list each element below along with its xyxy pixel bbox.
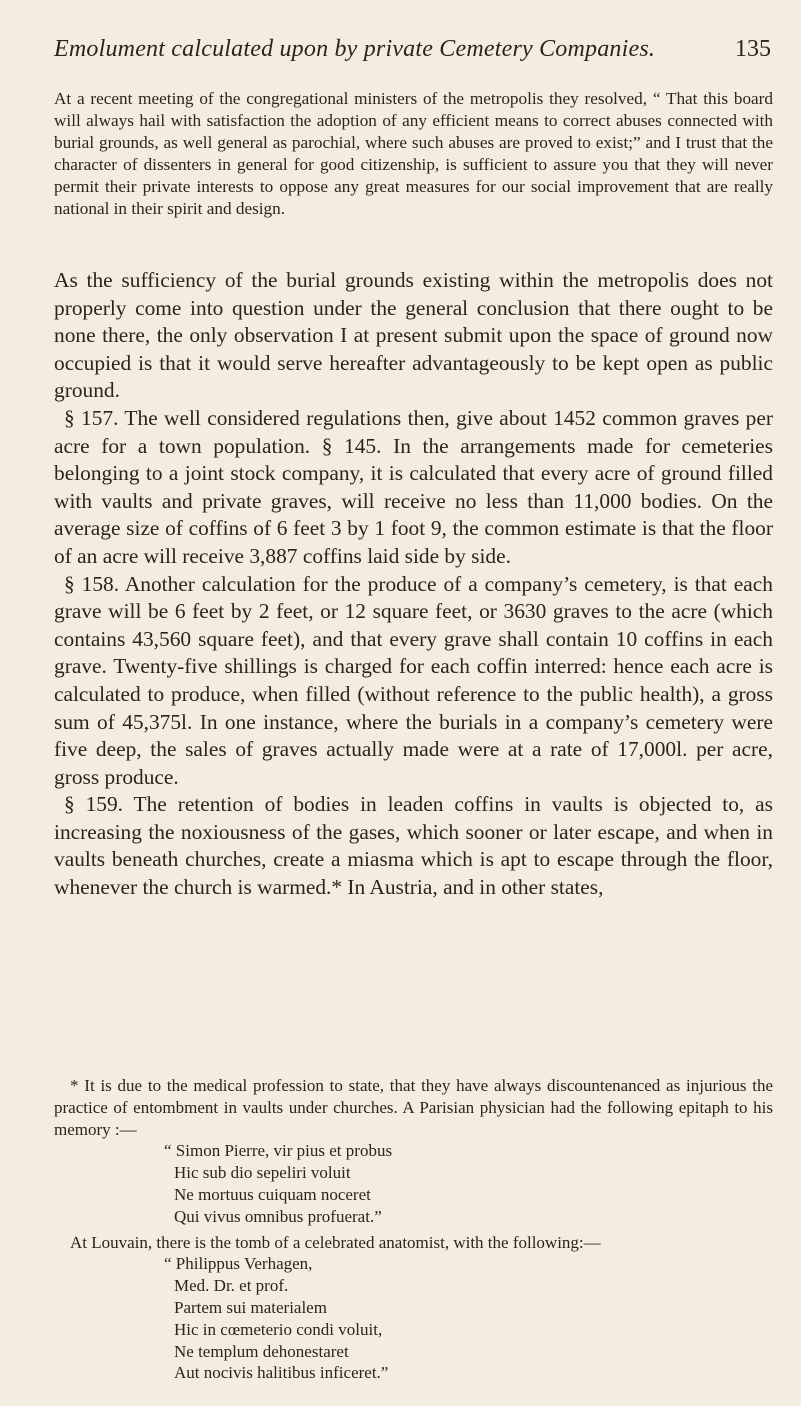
footnote	[54, 1075, 773, 1384]
opening-paragraph: At a recent meeting of the congregational ministers of the metropolis they resolved, “ That this board will always hail with satisfaction the adoption of any efficient means to correct abuses connected with burial grounds, as well general as parochial, where such abuses are proved to exist;” and I trust that the character of dissenters in general for good citizenship, is sufficient to assure you that they will never permit their private interests to oppose any great measures for our social improvement that are really national in their spirit and design.	[54, 89, 773, 219]
paragraph-section-157: § 157. The well considered regulations then, give about 1452 common graves per acre for a town population. § 145. In the arrangements made for cemeteries belonging to a joint stock company, it is calculated that every acre of ground filled with vaults and private graves, will receive no less than 11,000 bodies. On the average size of coffins of 6 feet 3 by 1 foot 9, the common estimate is that the floor of an acre will receive 3,887 coffins laid side by side.	[54, 405, 773, 568]
epitaph-line: Med. Dr. et prof.	[174, 1276, 289, 1296]
epitaph-line: “ Philippus Verhagen,	[164, 1254, 313, 1274]
epitaph-line: Ne mortuus cuiquam noceret	[174, 1184, 371, 1204]
epitaph-line: Hic in cœmeterio condi voluit,	[174, 1319, 383, 1339]
epitaph-line: Qui vivus omnibus profuerat.”	[174, 1206, 382, 1226]
paragraph-section-159: § 159. The retention of bodies in leaden coffins in vaults is objected to, as increasing the noxiousness of the gases, which sooner or later escape, and when in vaults beneath churches, create a miasma which is apt to escape through the floor, whenever the church is warmed.* In Austria, and in other states,	[54, 792, 773, 900]
epitaph-line: Ne templum dehonestaret	[174, 1341, 349, 1361]
body-text	[54, 267, 773, 902]
page-number: 135	[735, 36, 771, 62]
footnote-louvain: At Louvain, there is the tomb of a celebrated anatomist, with the following:—	[70, 1232, 601, 1252]
running-head: Emolument calculated upon by private Cemetery Companies.	[54, 36, 656, 62]
paragraph-burial-grounds: As the sufficiency of the burial grounds existing within the metropolis does not properly come into question under the general conclusion that there ought to be none there, the only observation I at present submit upon the space of ground now occupied is that it would serve hereafter advantageously to be kept open as public ground.	[54, 268, 773, 403]
epitaph-line: Hic sub dio sepeliri voluit	[174, 1163, 351, 1183]
footnote-intro: * It is due to the medical profession to state, that they have always discountenanced as injurious the practice of entombment in vaults under churches. A Parisian physician had the following epitaph to his memory :—	[54, 1076, 773, 1139]
epitaph-verhagen	[164, 1253, 773, 1384]
epitaph-line: Partem sui materialem	[174, 1297, 327, 1317]
epitaph-line: “ Simon Pierre, vir pius et probus	[164, 1141, 393, 1161]
page-header	[54, 36, 771, 76]
epitaph-simon-pierre	[164, 1140, 773, 1227]
paragraph-section-158: § 158. Another calculation for the produce of a company’s cemetery, is that each grave will be 6 feet by 2 feet, or 12 square feet, or 3630 graves to the acre (which contains 43,560 square feet), and that every grave shall contain 10 coffins in each grave. Twenty-five shillings is charged for each coffin interred: hence each acre is calculated to produce, when filled (without reference to the public health), a gross sum of 45,375l. In one instance, where the burials in a company’s cemetery were five deep, the sales of graves actually made were at a rate of 17,000l. per acre, gross produce.	[54, 571, 773, 789]
epitaph-line: Aut nocivis halitibus inficeret.”	[174, 1363, 389, 1383]
